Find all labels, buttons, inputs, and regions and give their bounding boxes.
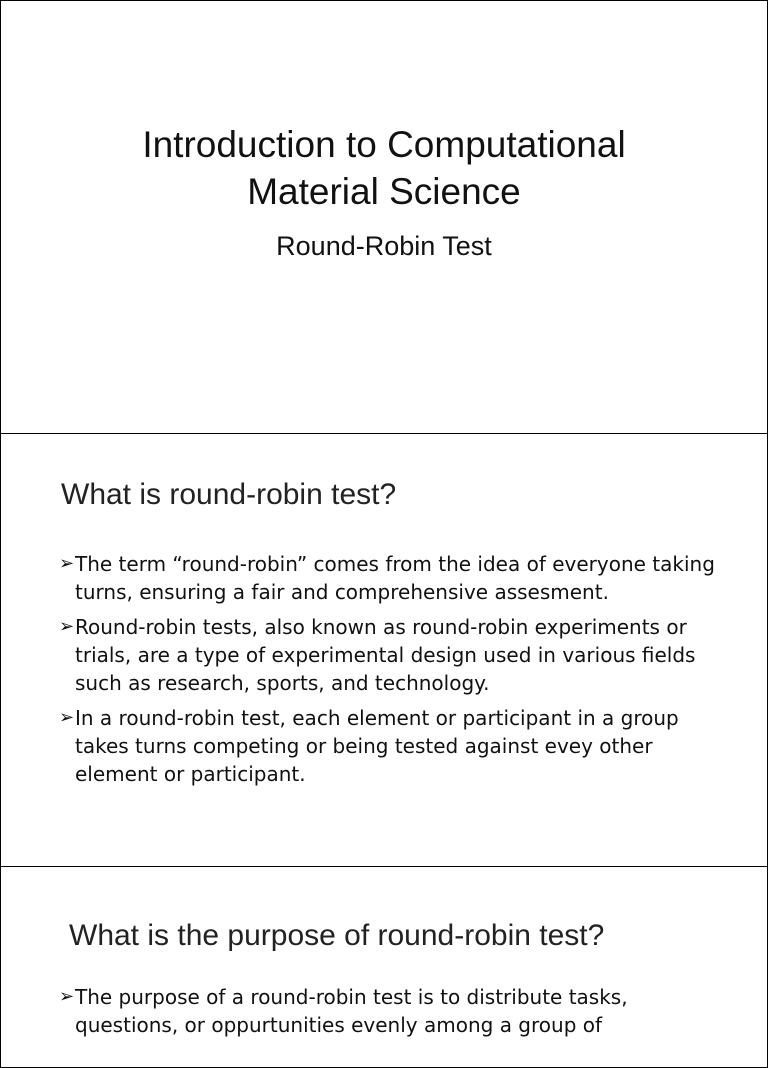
- slide-title: [0, 0, 768, 434]
- slide-what-is: [0, 433, 768, 867]
- arrow-bullet-icon: ➢: [59, 616, 75, 637]
- bullet-text: In a round-robin test, each element or participant in a group takes turns competing or being tested against evey other element or participant.: [75, 706, 679, 786]
- bullet-text: The term “round-robin” comes from the idea of everyone taking turns, ensuring a fair and comprehensive assesment.: [75, 552, 715, 604]
- slide-title-heading: [1, 121, 767, 215]
- arrow-bullet-icon: ➢: [59, 553, 75, 574]
- slide-heading: What is round-robin test?: [61, 478, 397, 511]
- title-line-2: Material Science: [247, 171, 521, 212]
- slide-heading: What is the purpose of round-robin test?: [69, 919, 605, 952]
- bullet-item: [59, 983, 715, 1039]
- arrow-bullet-icon: ➢: [59, 707, 75, 728]
- bullet-list: [59, 550, 715, 795]
- slide-purpose: [0, 866, 768, 1068]
- bullet-item: [59, 550, 715, 606]
- bullet-text: The purpose of a round-robin test is to distribute tasks, questions, or oppurtunities evenly among a group of: [75, 985, 628, 1037]
- slide-subtitle: Round-Robin Test: [276, 231, 492, 261]
- title-line-1: Introduction to Computational: [142, 124, 626, 165]
- bullet-item: [59, 613, 715, 697]
- bullet-text: Round-robin tests, also known as round-robin experiments or trials, are a type of experimental design used in various fields such as research, sports, and technology.: [75, 615, 696, 695]
- arrow-bullet-icon: ➢: [59, 986, 75, 1007]
- bullet-item: [59, 704, 715, 788]
- bullet-list: [59, 983, 715, 1046]
